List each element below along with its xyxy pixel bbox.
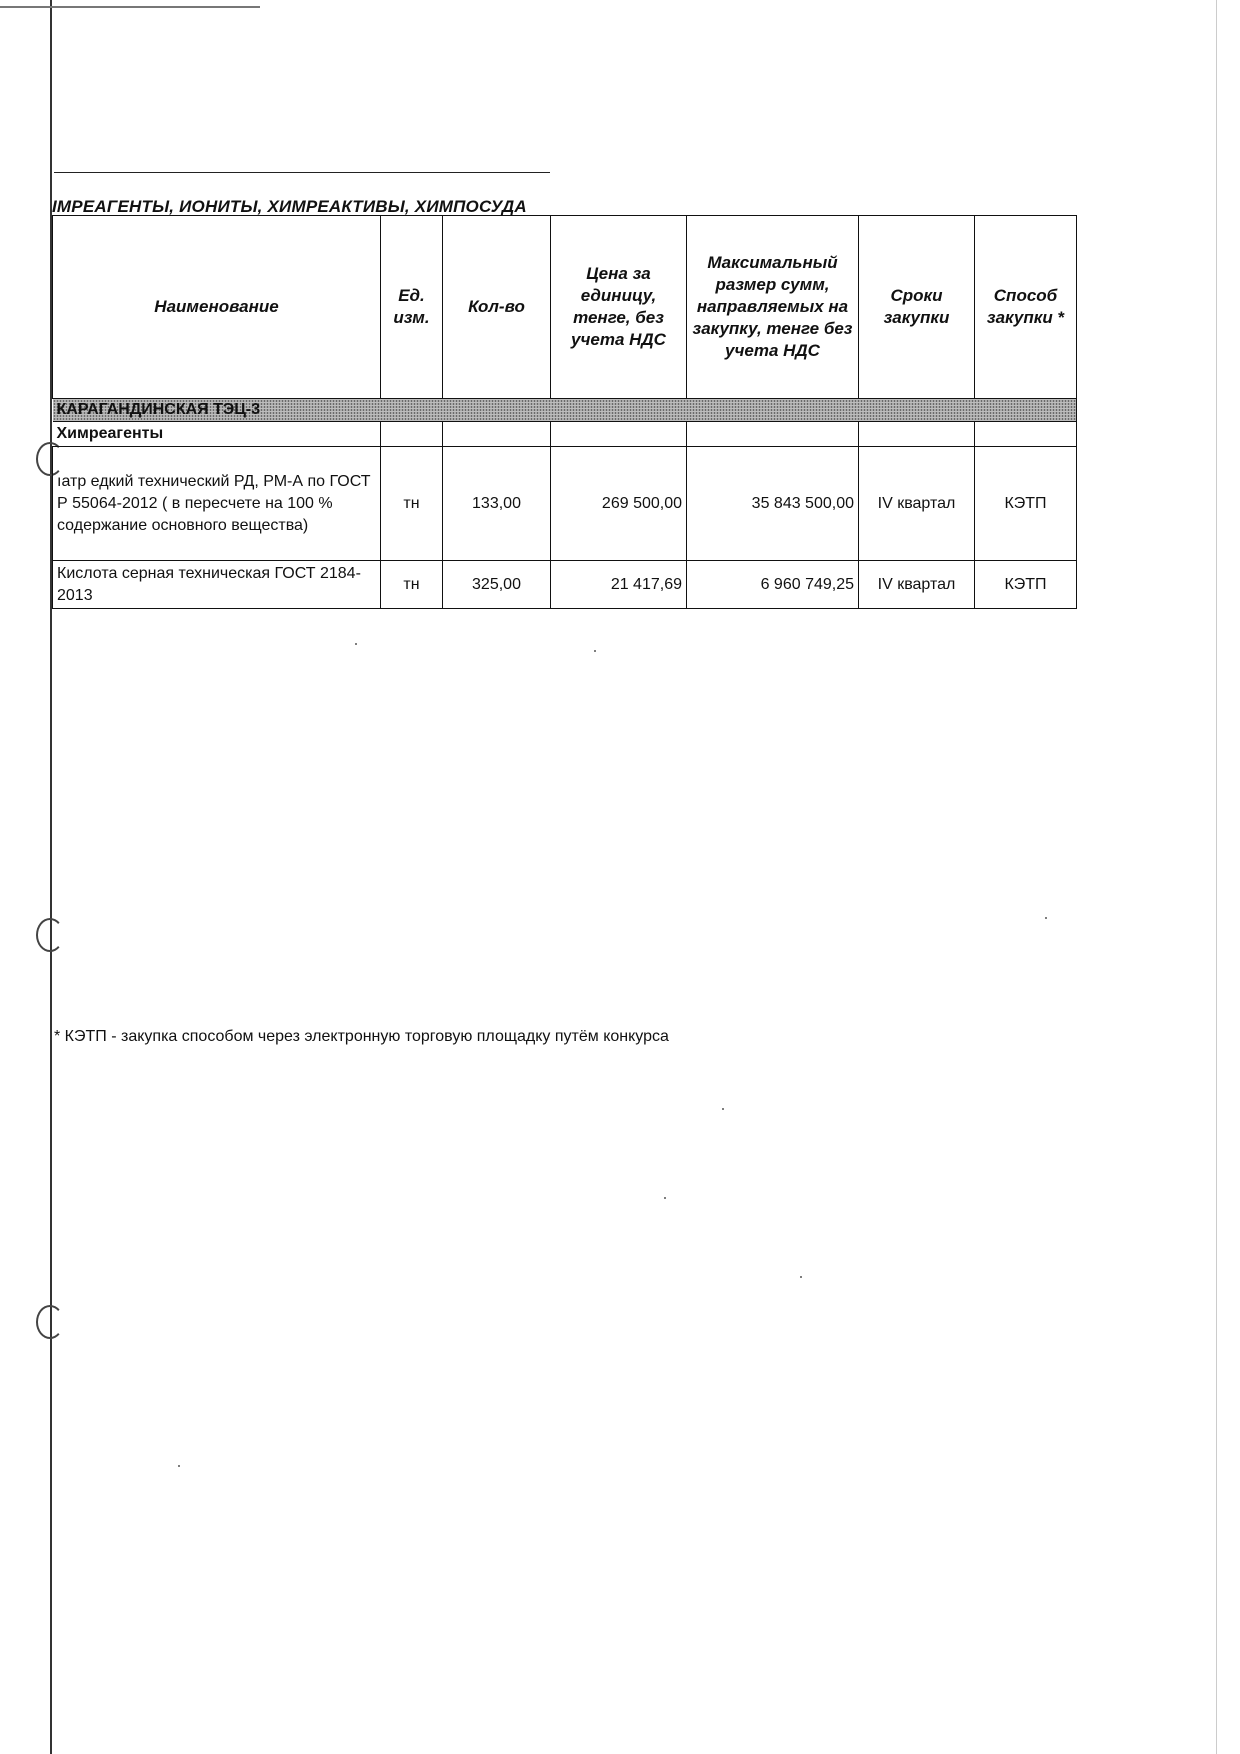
- item-unit: тн: [381, 447, 443, 561]
- item-qty: 133,00: [443, 447, 551, 561]
- col-header-unit: Ед. изм.: [381, 216, 443, 399]
- item-period: IV квартал: [859, 447, 975, 561]
- scan-edge-right: [1216, 0, 1217, 1754]
- section-title: ІМРЕАГЕНТЫ, ИОНИТЫ, ХИМРЕАКТИВЫ, ХИМПОСУДА: [52, 197, 527, 216]
- footnote: * КЭТП - закупка способом через электронную торговую площадку путём конкурса: [54, 1028, 669, 1045]
- scan-speck: [594, 650, 596, 652]
- item-unit: тн: [381, 561, 443, 609]
- table-row: [53, 447, 1077, 561]
- col-header-method: Способ закупки *: [975, 216, 1077, 399]
- table-group-row: [53, 399, 1077, 422]
- item-qty: 325,00: [443, 561, 551, 609]
- subgroup-label: Химреагенты: [53, 422, 381, 447]
- scan-speck: [664, 1197, 666, 1199]
- col-header-qty: Кол-во: [443, 216, 551, 399]
- item-max-sum: 35 843 500,00: [687, 447, 859, 561]
- col-header-name: Наименование: [53, 216, 381, 399]
- scan-edge-top: [0, 6, 260, 8]
- col-header-period: Сроки закупки: [859, 216, 975, 399]
- col-header-max-sum: Максимальный размер сумм, направляемых на закупку, тенге без учета НДС: [687, 216, 859, 399]
- item-method: КЭТП: [975, 447, 1077, 561]
- punch-hole-mark: [36, 918, 64, 952]
- scan-speck: [355, 643, 357, 645]
- scan-speck: [1045, 917, 1047, 919]
- top-rule: [54, 172, 550, 173]
- procurement-table: [52, 215, 1077, 609]
- punch-hole-mark: [36, 1305, 64, 1339]
- scan-speck: [722, 1108, 724, 1110]
- scan-speck: [800, 1276, 802, 1278]
- group-label: КАРАГАНДИНСКАЯ ТЭЦ-3: [53, 399, 1077, 422]
- item-method: КЭТП: [975, 561, 1077, 609]
- table-subgroup-row: [53, 422, 1077, 447]
- col-header-price: Цена за единицу, тенге, без учета НДС: [551, 216, 687, 399]
- table-header-row: [53, 216, 1077, 399]
- item-name: Кислота серная техническая ГОСТ 2184-2013: [53, 561, 381, 609]
- table-row: [53, 561, 1077, 609]
- item-price: 21 417,69: [551, 561, 687, 609]
- scan-speck: [178, 1465, 180, 1467]
- item-price: 269 500,00: [551, 447, 687, 561]
- item-name: ıатр едкий технический РД, РМ-А по ГОСТ Р 55064-2012 ( в пересчете на 100 % содержание основного вещества): [53, 447, 381, 561]
- item-period: IV квартал: [859, 561, 975, 609]
- item-max-sum: 6 960 749,25: [687, 561, 859, 609]
